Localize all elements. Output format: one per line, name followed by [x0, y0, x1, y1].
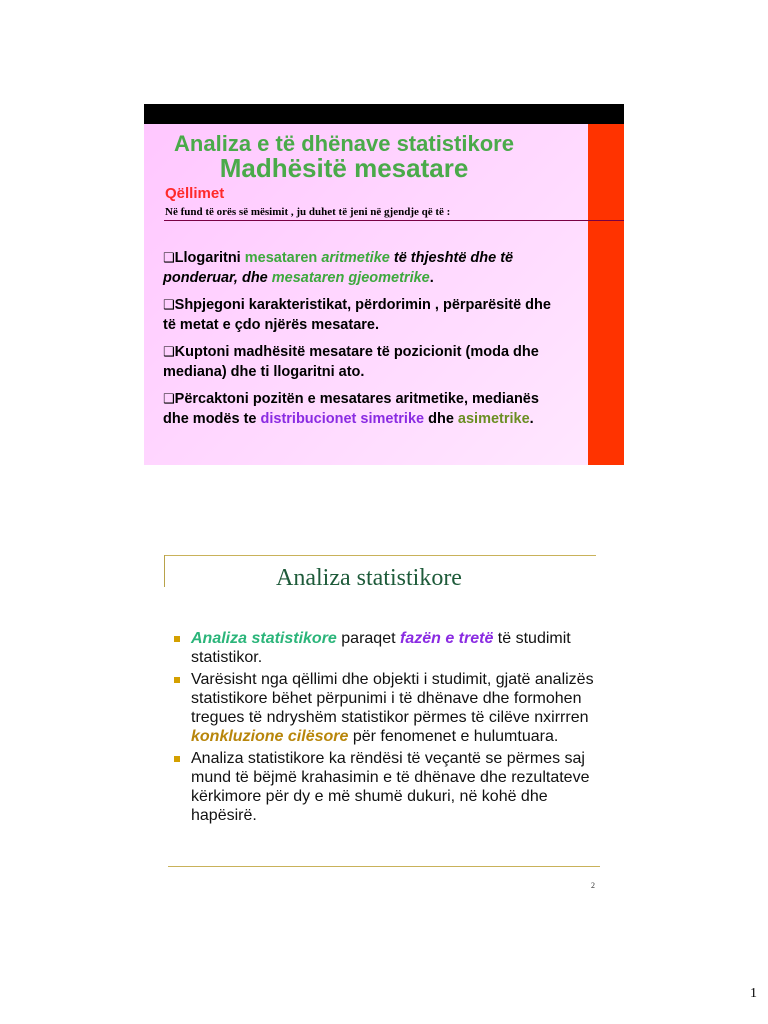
- objectives-list: [163, 249, 563, 437]
- text-run: .: [429, 269, 434, 286]
- text-run: Kuptoni madhësitë mesatare të pozicionit (moda dhe mediana) dhe ti llogaritni ato.: [163, 344, 539, 380]
- square-bullet-icon: [174, 677, 180, 683]
- goals-label: Qëllimet: [165, 185, 225, 202]
- objective-item: [163, 390, 563, 429]
- slide-2-title: Analiza statistikore: [276, 565, 462, 591]
- text-run: Analiza statistikore ka rëndësi të veçantë se përmes saj mund të bëjmë krahasimin e të dhënave dhe rezultateve kërkimore për dy e më shumë dukuri, në kohë dhe hapësirë.: [191, 750, 590, 824]
- text-run: mesataren gjeometrike: [271, 269, 430, 286]
- text-run: Shpjegoni karakteristikat, përdorimin , përparësitë dhe të metat e çdo njërës mesatare.: [163, 297, 551, 333]
- text-run: Analiza statistikore: [191, 630, 337, 647]
- bullet-item: [174, 670, 594, 746]
- text-run: Llogaritni: [174, 250, 245, 266]
- text-run: të thjeshtë dhe të ponderuar, dhe: [163, 250, 514, 286]
- text-run: dhe: [424, 410, 458, 427]
- goals-intro: Në fund të orës së mësimit , ju duhet të jeni në gjendje që të :: [165, 206, 451, 218]
- bullet-item: [174, 749, 594, 825]
- text-run: paraqet: [336, 630, 400, 647]
- text-run: .: [529, 410, 534, 427]
- text-run: për fenomenet e hulumtuara.: [348, 728, 559, 745]
- slide-number: 2: [591, 881, 595, 890]
- checkbox-bullet-icon: ❑: [163, 298, 175, 313]
- text-run: asimetrike: [457, 410, 530, 427]
- text-run: fazën e tretë: [399, 630, 494, 647]
- checkbox-bullet-icon: ❑: [163, 251, 175, 266]
- page-number: 1: [750, 986, 757, 1001]
- text-run: të studimit statistikor.: [191, 630, 571, 666]
- checkbox-bullet-icon: ❑: [163, 392, 175, 407]
- objective-item: [163, 343, 563, 382]
- slide-2: [164, 555, 600, 895]
- text-run: Përcaktoni pozitën e mesatares aritmetike, medianës dhe modës te: [163, 391, 539, 427]
- objective-item: [163, 249, 563, 288]
- slide-2-top-rule: [164, 555, 596, 556]
- text-run: Varësisht nga qëllimi dhe objekti i studimit, gjatë analizës statistikore bëhet përpunimi i të dhënave dhe formohen tregues të ndryshëm statistikor përmes të cilëve nxirrren: [191, 671, 594, 726]
- square-bullet-icon: [174, 636, 180, 642]
- checkbox-bullet-icon: ❑: [163, 345, 175, 360]
- slide-1-red-sidebar: [588, 124, 624, 465]
- square-bullet-icon: [174, 756, 180, 762]
- slide-1-divider: [164, 220, 624, 221]
- slide-2-bottom-rule: [168, 866, 600, 867]
- text-run: konkluzione cilësore: [191, 728, 349, 745]
- slide-1-subtitle: Madhësitë mesatare: [219, 153, 469, 183]
- slide-2-bullet-list: [174, 629, 594, 828]
- slide-1-title: Analiza e të dhënave statistikore: [174, 131, 514, 156]
- objective-item: [163, 296, 563, 335]
- text-run: aritmetike: [321, 250, 390, 266]
- text-run: distribucionet simetrike: [260, 410, 425, 427]
- bullet-item: [174, 629, 594, 667]
- text-run: mesataren: [244, 250, 322, 266]
- slide-1: [144, 104, 624, 465]
- slide-1-top-bar: [144, 104, 624, 124]
